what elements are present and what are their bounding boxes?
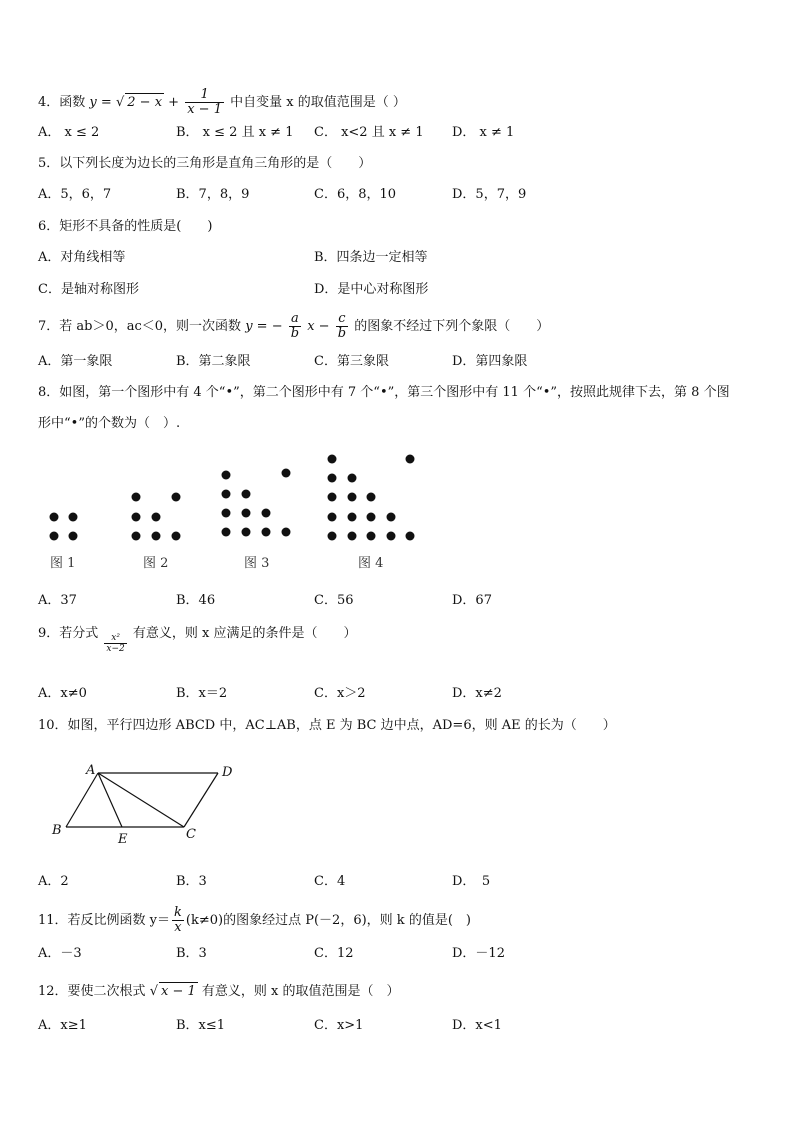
q7-frac2-num: c xyxy=(336,312,348,327)
dot xyxy=(69,513,78,522)
dot xyxy=(172,493,181,502)
dot xyxy=(242,490,251,499)
dot xyxy=(152,513,161,522)
q9-fraction xyxy=(104,633,126,654)
q12-stem xyxy=(38,982,400,1001)
q10-option-b[interactable]: B．3 xyxy=(176,874,207,889)
dot xyxy=(406,455,415,464)
q4-stem xyxy=(38,88,406,117)
q11-option-d[interactable]: D．－12 xyxy=(452,946,505,961)
dot xyxy=(328,493,337,502)
q9-option-b[interactable]: B．x＝2 xyxy=(176,686,228,701)
q9-tail: 有意义，则 x 应满足的条件是（ ） xyxy=(132,626,357,641)
point-label-c: C xyxy=(186,827,196,842)
q10-option-a[interactable]: A．2 xyxy=(38,874,69,889)
q8-option-b[interactable]: B．46 xyxy=(176,593,216,608)
dot xyxy=(348,493,357,502)
q9-option-a[interactable]: A．x≠0 xyxy=(38,686,87,701)
q11-frac-num: k xyxy=(174,905,182,920)
q7-option-c[interactable]: C．第三象限 xyxy=(314,354,389,369)
q4-option-c[interactable]: C． x<2 且 x ≠ 1 xyxy=(314,125,424,140)
q11-tail: (k≠0)的图象经过点 P(－2，6)，则 k 的值是( ) xyxy=(185,913,471,928)
dot xyxy=(328,455,337,464)
q4-option-b[interactable]: B． x ≤ 2 且 x ≠ 1 xyxy=(176,125,294,140)
q4-frac-den: x − 1 xyxy=(187,102,222,117)
q5-option-a[interactable]: A．5，6，7 xyxy=(38,187,112,202)
q10-parallelogram-figure xyxy=(0,755,794,850)
q12-option-b[interactable]: B．x≤1 xyxy=(176,1018,226,1033)
q12-option-c[interactable]: C．x>1 xyxy=(314,1018,364,1033)
dot xyxy=(262,528,271,537)
dot xyxy=(348,474,357,483)
dot xyxy=(367,493,376,502)
dot xyxy=(222,509,231,518)
point-label-b: B xyxy=(52,823,62,838)
radical-sign: √ xyxy=(149,984,158,999)
q4-radicand: 2 − x xyxy=(127,95,163,110)
q7-stem xyxy=(38,312,549,341)
dot xyxy=(282,469,291,478)
q12-option-a[interactable]: A．x≥1 xyxy=(38,1018,87,1033)
q11-pre: 11．若反比例函数 y＝ xyxy=(38,913,171,928)
q8-option-c[interactable]: C．56 xyxy=(314,593,354,608)
dot xyxy=(152,532,161,541)
q4-y: y xyxy=(89,95,97,110)
q12-tail: 有意义，则 x 的取值范围是（ ） xyxy=(201,984,400,999)
q6-stem: 6．矩形不具备的性质是( ) xyxy=(38,219,213,234)
figure-label-1: 图 1 xyxy=(50,556,76,571)
q11-option-c[interactable]: C．12 xyxy=(314,946,354,961)
radical-sign: √ xyxy=(115,95,125,110)
q10-option-d[interactable]: D． 5 xyxy=(452,874,491,889)
dot xyxy=(348,513,357,522)
q11-option-b[interactable]: B．3 xyxy=(176,946,207,961)
segment-dc xyxy=(184,773,218,827)
figure-label-3: 图 3 xyxy=(244,556,270,571)
dot xyxy=(242,528,251,537)
q7-frac2-den: b xyxy=(337,326,347,341)
q4-frac-num: 1 xyxy=(185,88,224,103)
dot xyxy=(132,493,141,502)
q7-tail: 的图象不经过下列个象限（ ） xyxy=(354,319,550,334)
q9-option-d[interactable]: D．x≠2 xyxy=(452,686,502,701)
dot xyxy=(132,513,141,522)
dot xyxy=(328,532,337,541)
q4-option-d[interactable]: D． x ≠ 1 xyxy=(452,125,515,140)
dot xyxy=(387,532,396,541)
q7-fraction-c-b xyxy=(336,312,348,341)
dot xyxy=(222,471,231,480)
q6-option-c[interactable]: C．是轴对称图形 xyxy=(38,282,139,297)
q8-option-a[interactable]: A．37 xyxy=(38,593,77,608)
q7-option-d[interactable]: D．第四象限 xyxy=(452,354,528,369)
q5-option-d[interactable]: D．5，7，9 xyxy=(452,187,527,202)
q8-option-d[interactable]: D．67 xyxy=(452,593,492,608)
segment-ba xyxy=(66,773,98,827)
q12-pre: 12．要使二次根式 xyxy=(38,984,146,999)
dot xyxy=(406,532,415,541)
q7-frac1-den: b xyxy=(290,326,300,341)
dot xyxy=(242,509,251,518)
q7-option-b[interactable]: B．第二象限 xyxy=(176,354,251,369)
q6-option-d[interactable]: D．是中心对称图形 xyxy=(314,282,429,297)
q11-fraction xyxy=(172,906,184,935)
dot xyxy=(50,513,59,522)
q11-stem xyxy=(38,906,471,935)
dot xyxy=(172,532,181,541)
dot xyxy=(328,474,337,483)
q7-option-a[interactable]: A．第一象限 xyxy=(38,354,113,369)
dot xyxy=(222,490,231,499)
q8-dot-pattern-figure xyxy=(0,445,794,575)
q10-option-c[interactable]: C．4 xyxy=(314,874,346,889)
q4-fraction xyxy=(185,88,224,117)
q4-number: 4．函数 xyxy=(38,95,86,110)
q6-option-a[interactable]: A．对角线相等 xyxy=(38,250,126,265)
q11-option-a[interactable]: A．－3 xyxy=(38,946,82,961)
q5-option-c[interactable]: C．6，8，10 xyxy=(314,187,397,202)
point-label-e: E xyxy=(118,832,128,847)
q11-frac-den: x xyxy=(174,920,182,935)
q9-frac-num: x² xyxy=(104,633,126,644)
q9-pre: 9．若分式 xyxy=(38,626,99,641)
dot xyxy=(132,532,141,541)
q5-option-b[interactable]: B．7，8，9 xyxy=(176,187,250,202)
dot xyxy=(367,513,376,522)
dot xyxy=(262,509,271,518)
dot xyxy=(69,532,78,541)
q6-option-b[interactable]: B．四条边一定相等 xyxy=(314,250,428,265)
dot xyxy=(387,513,396,522)
q9-option-c[interactable]: C．x＞2 xyxy=(314,686,366,701)
dot xyxy=(367,532,376,541)
q9-stem xyxy=(38,625,357,654)
q7-pre: 7．若 ab＞0，ac＜0，则一次函数 xyxy=(38,319,242,334)
dot xyxy=(328,513,337,522)
point-label-d: D xyxy=(222,765,233,780)
q4-option-a[interactable]: A． x ≤ 2 xyxy=(38,125,100,140)
q4-tail: 中自变量 x 的取值范围是（ ） xyxy=(230,95,406,110)
figure-label-2: 图 2 xyxy=(143,556,169,571)
q12-radicand: x − 1 xyxy=(160,984,196,999)
q7-mid: x − xyxy=(307,319,330,334)
point-label-a: A xyxy=(86,763,96,778)
q8-stem-line1: 8．如图，第一个图形中有 4 个“•”，第二个图形中有 7 个“•”，第三个图形中有 11 个“•”，按照此规律下去，第 8 个图 xyxy=(38,385,730,400)
q5-stem: 5．以下列长度为边长的三角形是直角三角形的是（ ） xyxy=(38,156,372,171)
dot xyxy=(282,528,291,537)
q7-frac1-num: a xyxy=(289,312,301,327)
q9-frac-den: x−2 xyxy=(106,644,125,654)
figure-label-4: 图 4 xyxy=(358,556,384,571)
q12-option-d[interactable]: D．x<1 xyxy=(452,1018,502,1033)
q10-stem: 10．如图，平行四边形 ABCD 中，AC⊥AB，点 E 为 BC 边中点，AD=6，则 AE 的长为（ ） xyxy=(38,718,616,733)
dot xyxy=(348,532,357,541)
q7-lhs: y = − xyxy=(245,319,283,334)
q4-eq: = xyxy=(100,95,112,110)
dot xyxy=(50,532,59,541)
segment-ac xyxy=(98,773,184,827)
q7-fraction-a-b xyxy=(289,312,301,341)
q8-stem-line2: 形中“•”的个数为（ ）. xyxy=(38,416,181,431)
q4-plus: + xyxy=(168,95,180,110)
dot xyxy=(222,528,231,537)
